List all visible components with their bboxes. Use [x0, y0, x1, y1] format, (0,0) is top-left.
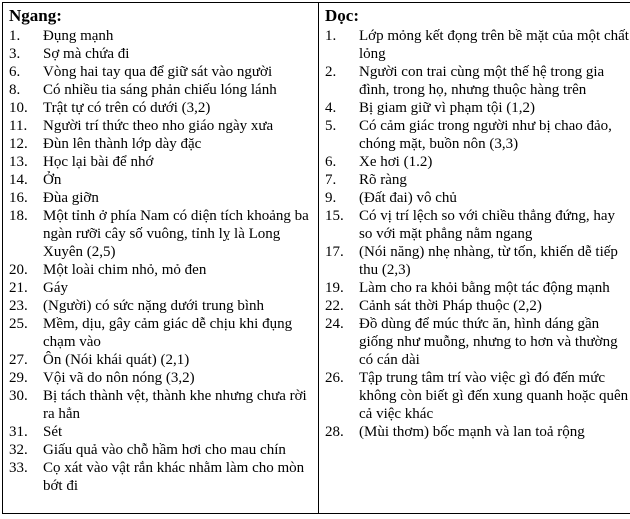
across-clue [9, 207, 318, 261]
clue-number: 19. [325, 280, 344, 296]
down-clue [325, 207, 630, 243]
across-clue [9, 171, 318, 189]
across-clue [9, 315, 318, 351]
clue-text: Đụng mạnh [43, 28, 114, 44]
clue-text: (Đất đai) vô chủ [359, 190, 457, 206]
clue-text: Vòng hai tay qua để giữ sát vào người [43, 64, 273, 80]
clue-text: Sợ mà chứa đi [43, 46, 130, 62]
clue-number: 1. [9, 28, 21, 44]
down-clue [325, 369, 630, 423]
down-clue [325, 171, 630, 189]
clue-number: 2. [325, 64, 337, 80]
clue-number: 18. [9, 208, 28, 224]
clue-text: Lớp mỏng kết đọng trên bề mặt của một chất lỏng [359, 28, 629, 62]
clue-number: 12. [9, 136, 28, 152]
clue-text: Có nhiều tia sáng phản chiếu lóng lánh [43, 82, 277, 98]
across-heading: Ngang: [9, 6, 62, 25]
across-clue [9, 27, 318, 45]
clue-number: 25. [9, 316, 28, 332]
across-clue [9, 189, 318, 207]
clue-number: 21. [9, 280, 28, 296]
clue-number: 15. [325, 208, 344, 224]
clue-text: Một loài chim nhỏ, mỏ đen [43, 262, 207, 278]
clue-text: Vội vã do nôn nóng (3,2) [43, 370, 195, 386]
clue-number: 33. [9, 460, 28, 476]
clue-text: Trật tự có trên có dưới (3,2) [43, 100, 211, 116]
across-clue [9, 459, 318, 495]
across-clue [9, 297, 318, 315]
across-clue-list [9, 27, 318, 495]
clue-number: 6. [9, 64, 21, 80]
clue-text: Cảnh sát thời Pháp thuộc (2,2) [359, 298, 542, 314]
across-clue [9, 279, 318, 297]
clue-number: 5. [325, 118, 337, 134]
clue-text: Học lại bài để nhớ [43, 154, 154, 170]
clue-text: Ôn (Nói khái quát) (2,1) [43, 352, 190, 368]
across-column [3, 3, 319, 514]
clue-number: 31. [9, 424, 28, 440]
clue-number: 6. [325, 154, 337, 170]
clues-table [2, 2, 630, 514]
across-clue [9, 387, 318, 423]
clue-text: Gáy [43, 280, 68, 296]
clue-text: (Nói năng) nhẹ nhàng, từ tốn, khiến dễ tiếp thu (2,3) [359, 244, 618, 278]
clue-text: Mềm, dịu, gây cảm giác dễ chịu khi đụng chạm vào [43, 316, 293, 350]
down-clue [325, 117, 630, 153]
across-clue [9, 99, 318, 117]
down-clue [325, 153, 630, 171]
clue-text: Đùa giỡn [43, 190, 99, 206]
clue-text: Có vị trí lệch so với chiều thẳng đứng, hay so với mặt phẳng nằm ngang [359, 208, 616, 242]
clue-number: 1. [325, 28, 337, 44]
clue-number: 10. [9, 100, 28, 116]
clue-text: Có cảm giác trong người như bị chao đảo, chóng mặt, buồn nôn (3,3) [359, 118, 612, 152]
clue-number: 4. [325, 100, 337, 116]
clue-number: 22. [325, 298, 344, 314]
across-clue [9, 441, 318, 459]
clue-text: (Người) có sức nặng dưới trung bình [43, 298, 265, 314]
clue-text: Rõ ràng [359, 172, 407, 188]
down-clue [325, 27, 630, 63]
clue-number: 11. [9, 118, 28, 134]
down-clue [325, 63, 630, 99]
down-clue [325, 423, 630, 441]
clue-text: Bị giam giữ vì phạm tội (1,2) [359, 100, 536, 116]
across-clue [9, 351, 318, 369]
down-clue [325, 243, 630, 279]
down-clue-list [325, 27, 630, 441]
down-clue [325, 297, 630, 315]
clue-text: Sét [43, 424, 63, 440]
across-clue [9, 135, 318, 153]
clue-number: 7. [325, 172, 337, 188]
clue-text: Làm cho ra khỏi bằng một tác động mạnh [359, 280, 610, 296]
down-column [319, 3, 630, 514]
down-clue [325, 315, 630, 369]
clue-text: Một tỉnh ở phía Nam có diện tích khoảng ba ngàn rưỡi cây số vuông, tỉnh lỵ là Long Xuyên (2,5) [43, 208, 309, 260]
down-clue [325, 99, 630, 117]
across-clue [9, 117, 318, 135]
across-clue [9, 423, 318, 441]
clue-text: Ởn [43, 172, 62, 188]
clue-number: 16. [9, 190, 28, 206]
across-clue [9, 369, 318, 387]
down-heading: Dọc: [325, 6, 359, 25]
clue-text: Bị tách thành vệt, thành khe nhưng chưa rời ra hẳn [43, 388, 307, 422]
clue-number: 14. [9, 172, 28, 188]
clue-number: 23. [9, 298, 28, 314]
clue-text: Người trí thức theo nho giáo ngày xưa [43, 118, 274, 134]
clue-number: 20. [9, 262, 28, 278]
clue-number: 24. [325, 316, 344, 332]
clue-number: 32. [9, 442, 28, 458]
clue-number: 26. [325, 370, 344, 386]
clue-text: Giấu quả vào chỗ hầm hơi cho mau chín [43, 442, 286, 458]
clue-number: 27. [9, 352, 28, 368]
clue-number: 9. [325, 190, 337, 206]
clue-text: Đồ dùng để múc thức ăn, hình dáng gần giống như muỗng, nhưng to hơn và thường có cán dài [359, 316, 618, 368]
down-clue [325, 189, 630, 207]
clue-text: Người con trai cùng một thế hệ trong gia đình, trong họ, nhưng thuộc hàng trên [359, 64, 605, 98]
clue-text: (Mùi thơm) bốc mạnh và lan toả rộng [359, 424, 585, 440]
clue-text: Tập trung tâm trí vào việc gì đó đến mức không còn biết gì đến xung quanh hoặc quên cả việc khác [359, 370, 629, 422]
across-clue [9, 63, 318, 81]
across-clue [9, 45, 318, 63]
clue-text: Đùn lên thành lớp dày đặc [43, 136, 202, 152]
clue-text: Cọ xát vào vật rắn khác nhằm làm cho mòn bớt đi [43, 460, 305, 494]
across-clue [9, 261, 318, 279]
clue-number: 8. [9, 82, 21, 98]
across-clue [9, 153, 318, 171]
clue-number: 29. [9, 370, 28, 386]
clue-number: 28. [325, 424, 344, 440]
clue-number: 3. [9, 46, 21, 62]
clue-text: Xe hơi (1.2) [359, 154, 433, 170]
across-clue [9, 81, 318, 99]
down-clue [325, 279, 630, 297]
clue-number: 30. [9, 388, 28, 404]
clue-number: 13. [9, 154, 28, 170]
clue-number: 17. [325, 244, 344, 260]
